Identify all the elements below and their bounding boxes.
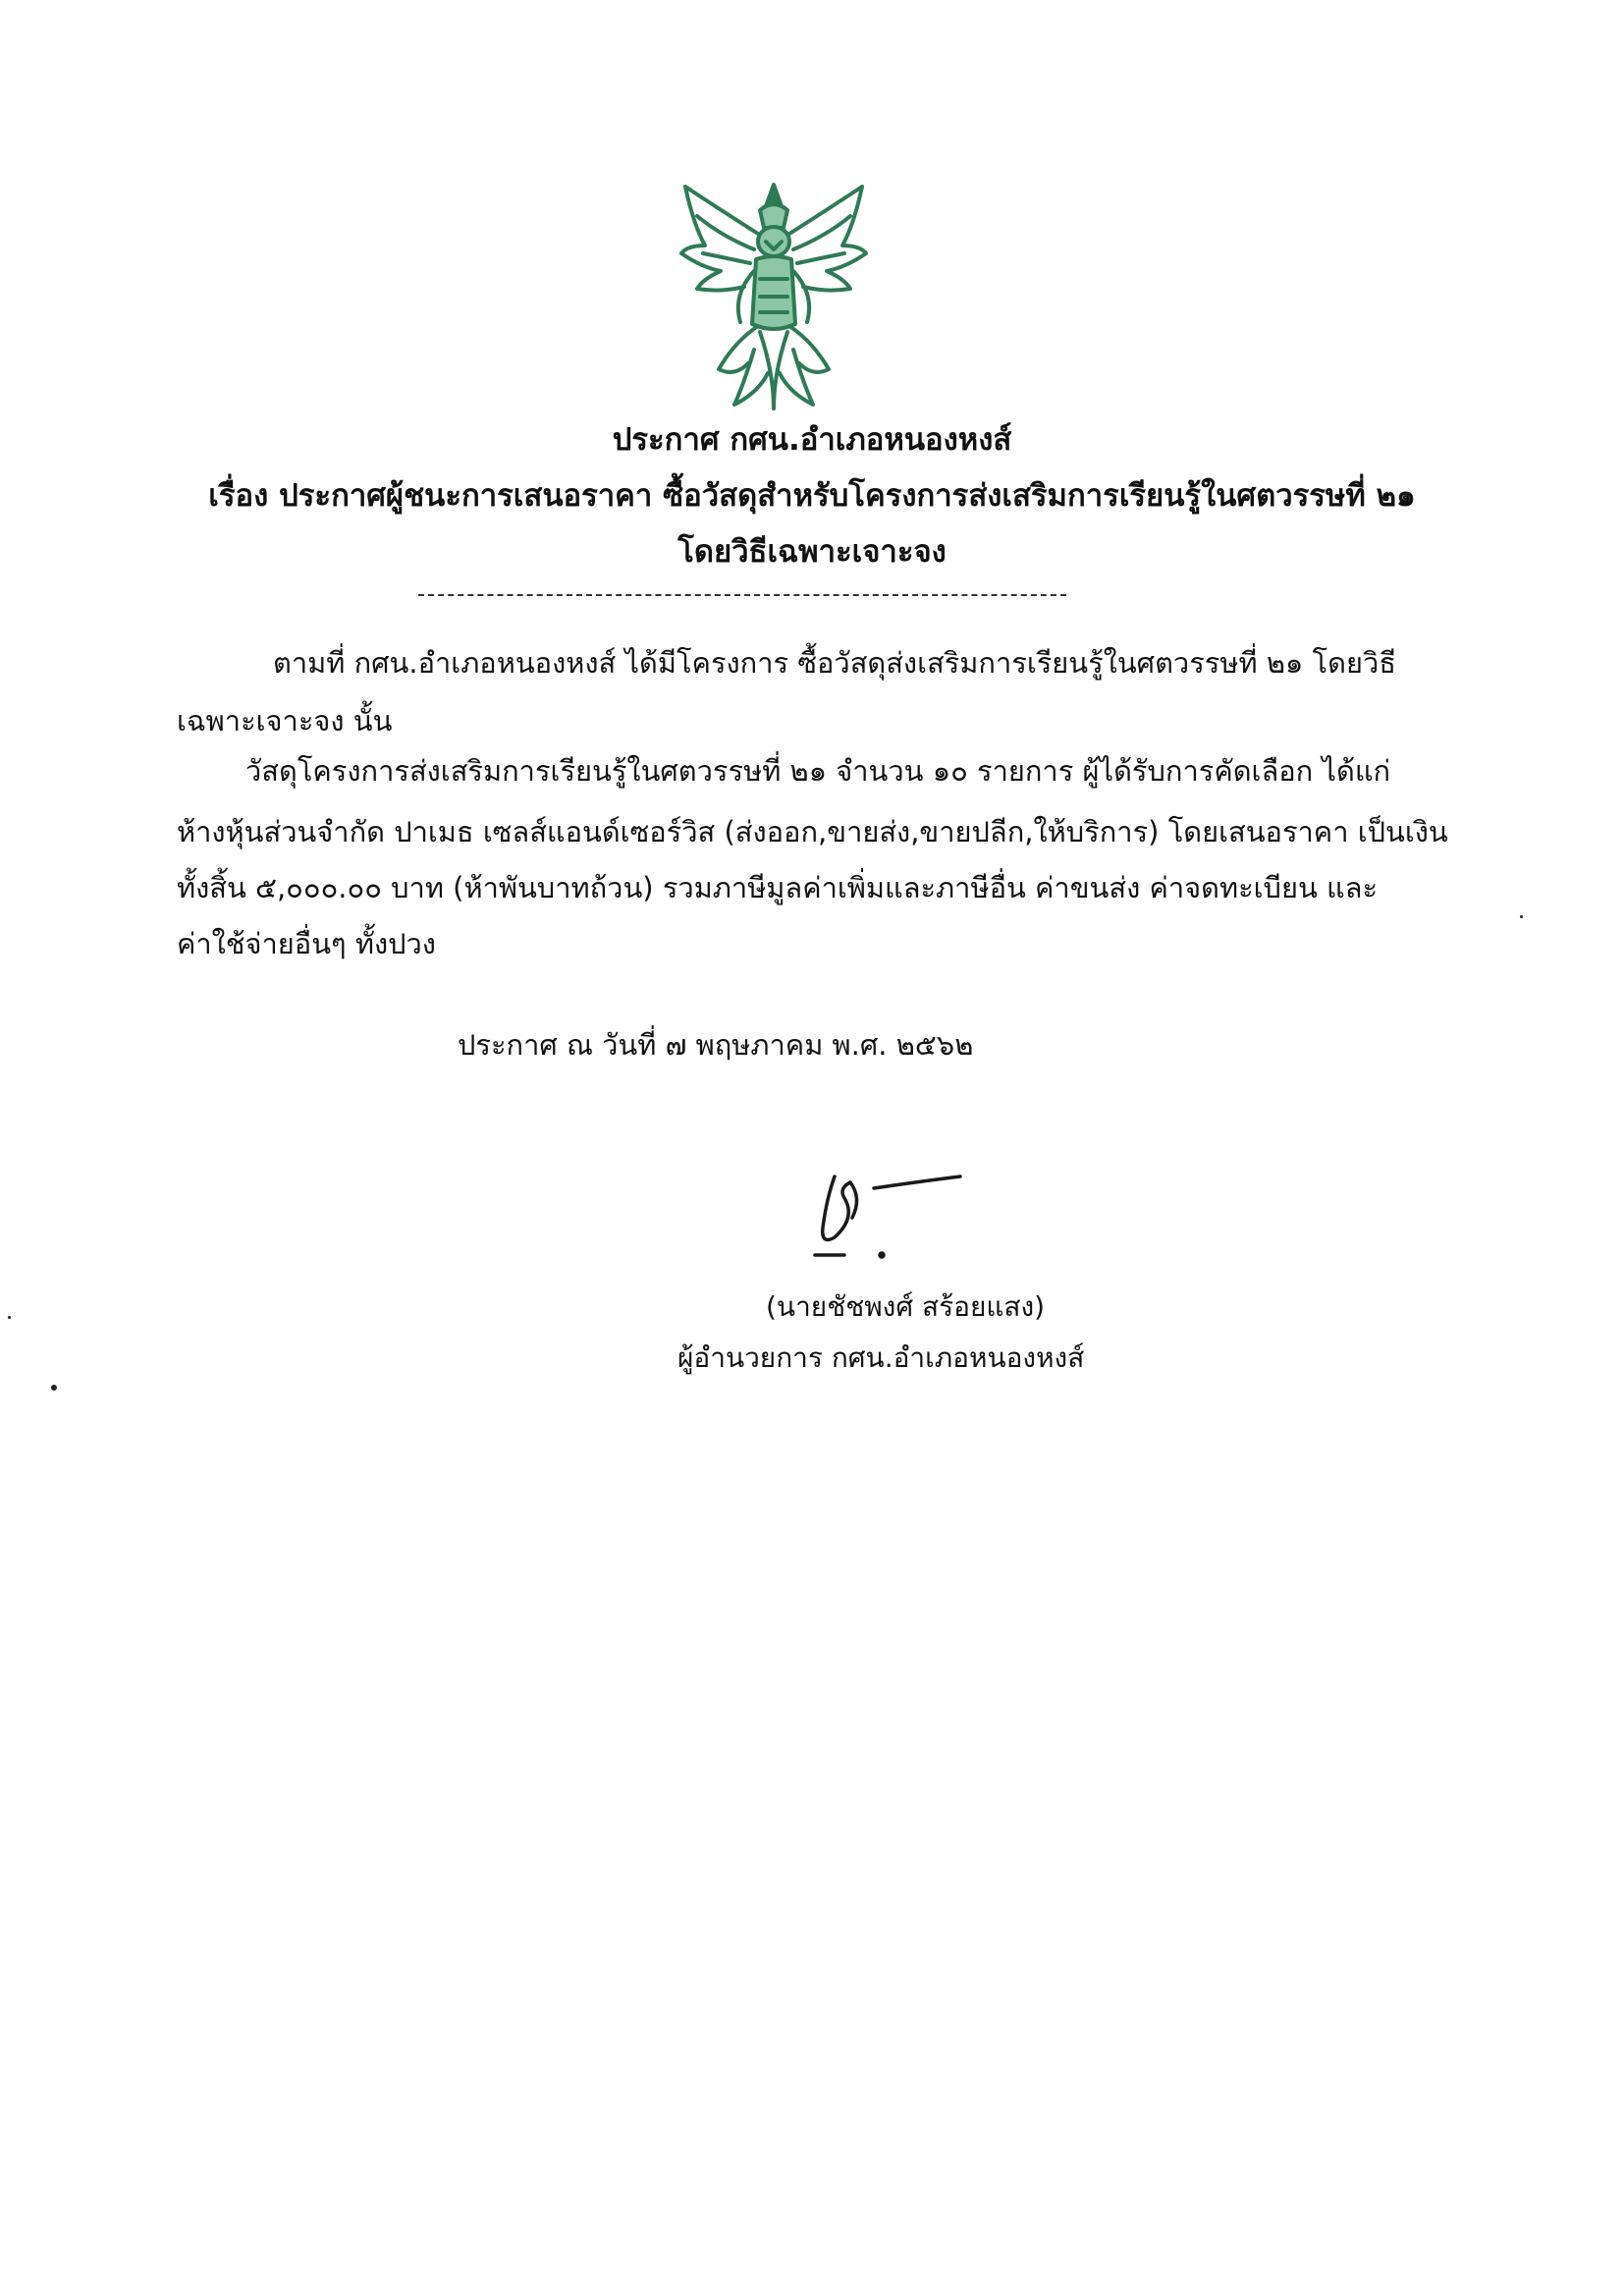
signature-mark [805,1159,982,1267]
paragraph-1-line-2: เฉพาะเจาะจง นั้น [177,704,393,738]
paragraph-2-line-4: ค่าใช้จ่ายอื่นๆ ทั้งปวง [177,927,436,960]
scan-speck [51,1385,57,1391]
signatory-name: (นายชัชพงศ์ สร้อยแสง) [766,1290,1046,1323]
paragraph-1-line-1: ตามที่ กศน.อำเภอหนองหงส์ ได้มีโครงการ ซื้อวัสดุส่งเสริมการเรียนรู้ในศตวรรษที่ ๒๑ โดยวิธี [273,646,1396,680]
paragraph-2-line-2: ห้างหุ้นส่วนจำกัด ปาเมธ เซลส์แอนด์เซอร์วิส (ส่งออก,ขายส่ง,ขายปลีก,ให้บริการ) โดยเสนอราคา เป็นเงิน [177,815,1448,848]
paragraph-2-line-3: ทั้งสิ้น ๕,๐๐๐.๐๐ บาท (ห้าพันบาทถ้วน) รวมภาษีมูลค่าเพิ่มและภาษีอื่น ค่าขนส่ง ค่าจดทะเบียน และ [177,871,1379,904]
announcement-subject: เรื่อง ประกาศผู้ชนะการเสนอราคา ซื้อวัสดุสำหรับโครงการส่งเสริมการเรียนรู้ในศตวรรษที่ ๒๑ [208,478,1416,514]
announcement-date: ประกาศ ณ วันที่ ๗ พฤษภาคม พ.ศ. ๒๕๖๒ [458,1028,974,1062]
scan-speck [8,1316,11,1319]
scan-speck [1520,915,1523,918]
paragraph-2-line-1: วัสดุโครงการส่งเสริมการเรียนรู้ในศตวรรษที่ ๒๑ จำนวน ๑๐ รายการ ผู้ได้รับการคัดเลือก ได้แก่ [245,754,1391,788]
announcement-title: ประกาศ กศน.อำเภอหนองหงส์ [612,422,1012,458]
signatory-position: ผู้อำนวยการ กศน.อำเภอหนองหงส์ [677,1341,1085,1374]
garuda-emblem-icon [676,177,872,416]
dashed-divider [418,594,1066,596]
announcement-method: โดยวิธีเฉพาะเจาะจง [677,534,947,570]
